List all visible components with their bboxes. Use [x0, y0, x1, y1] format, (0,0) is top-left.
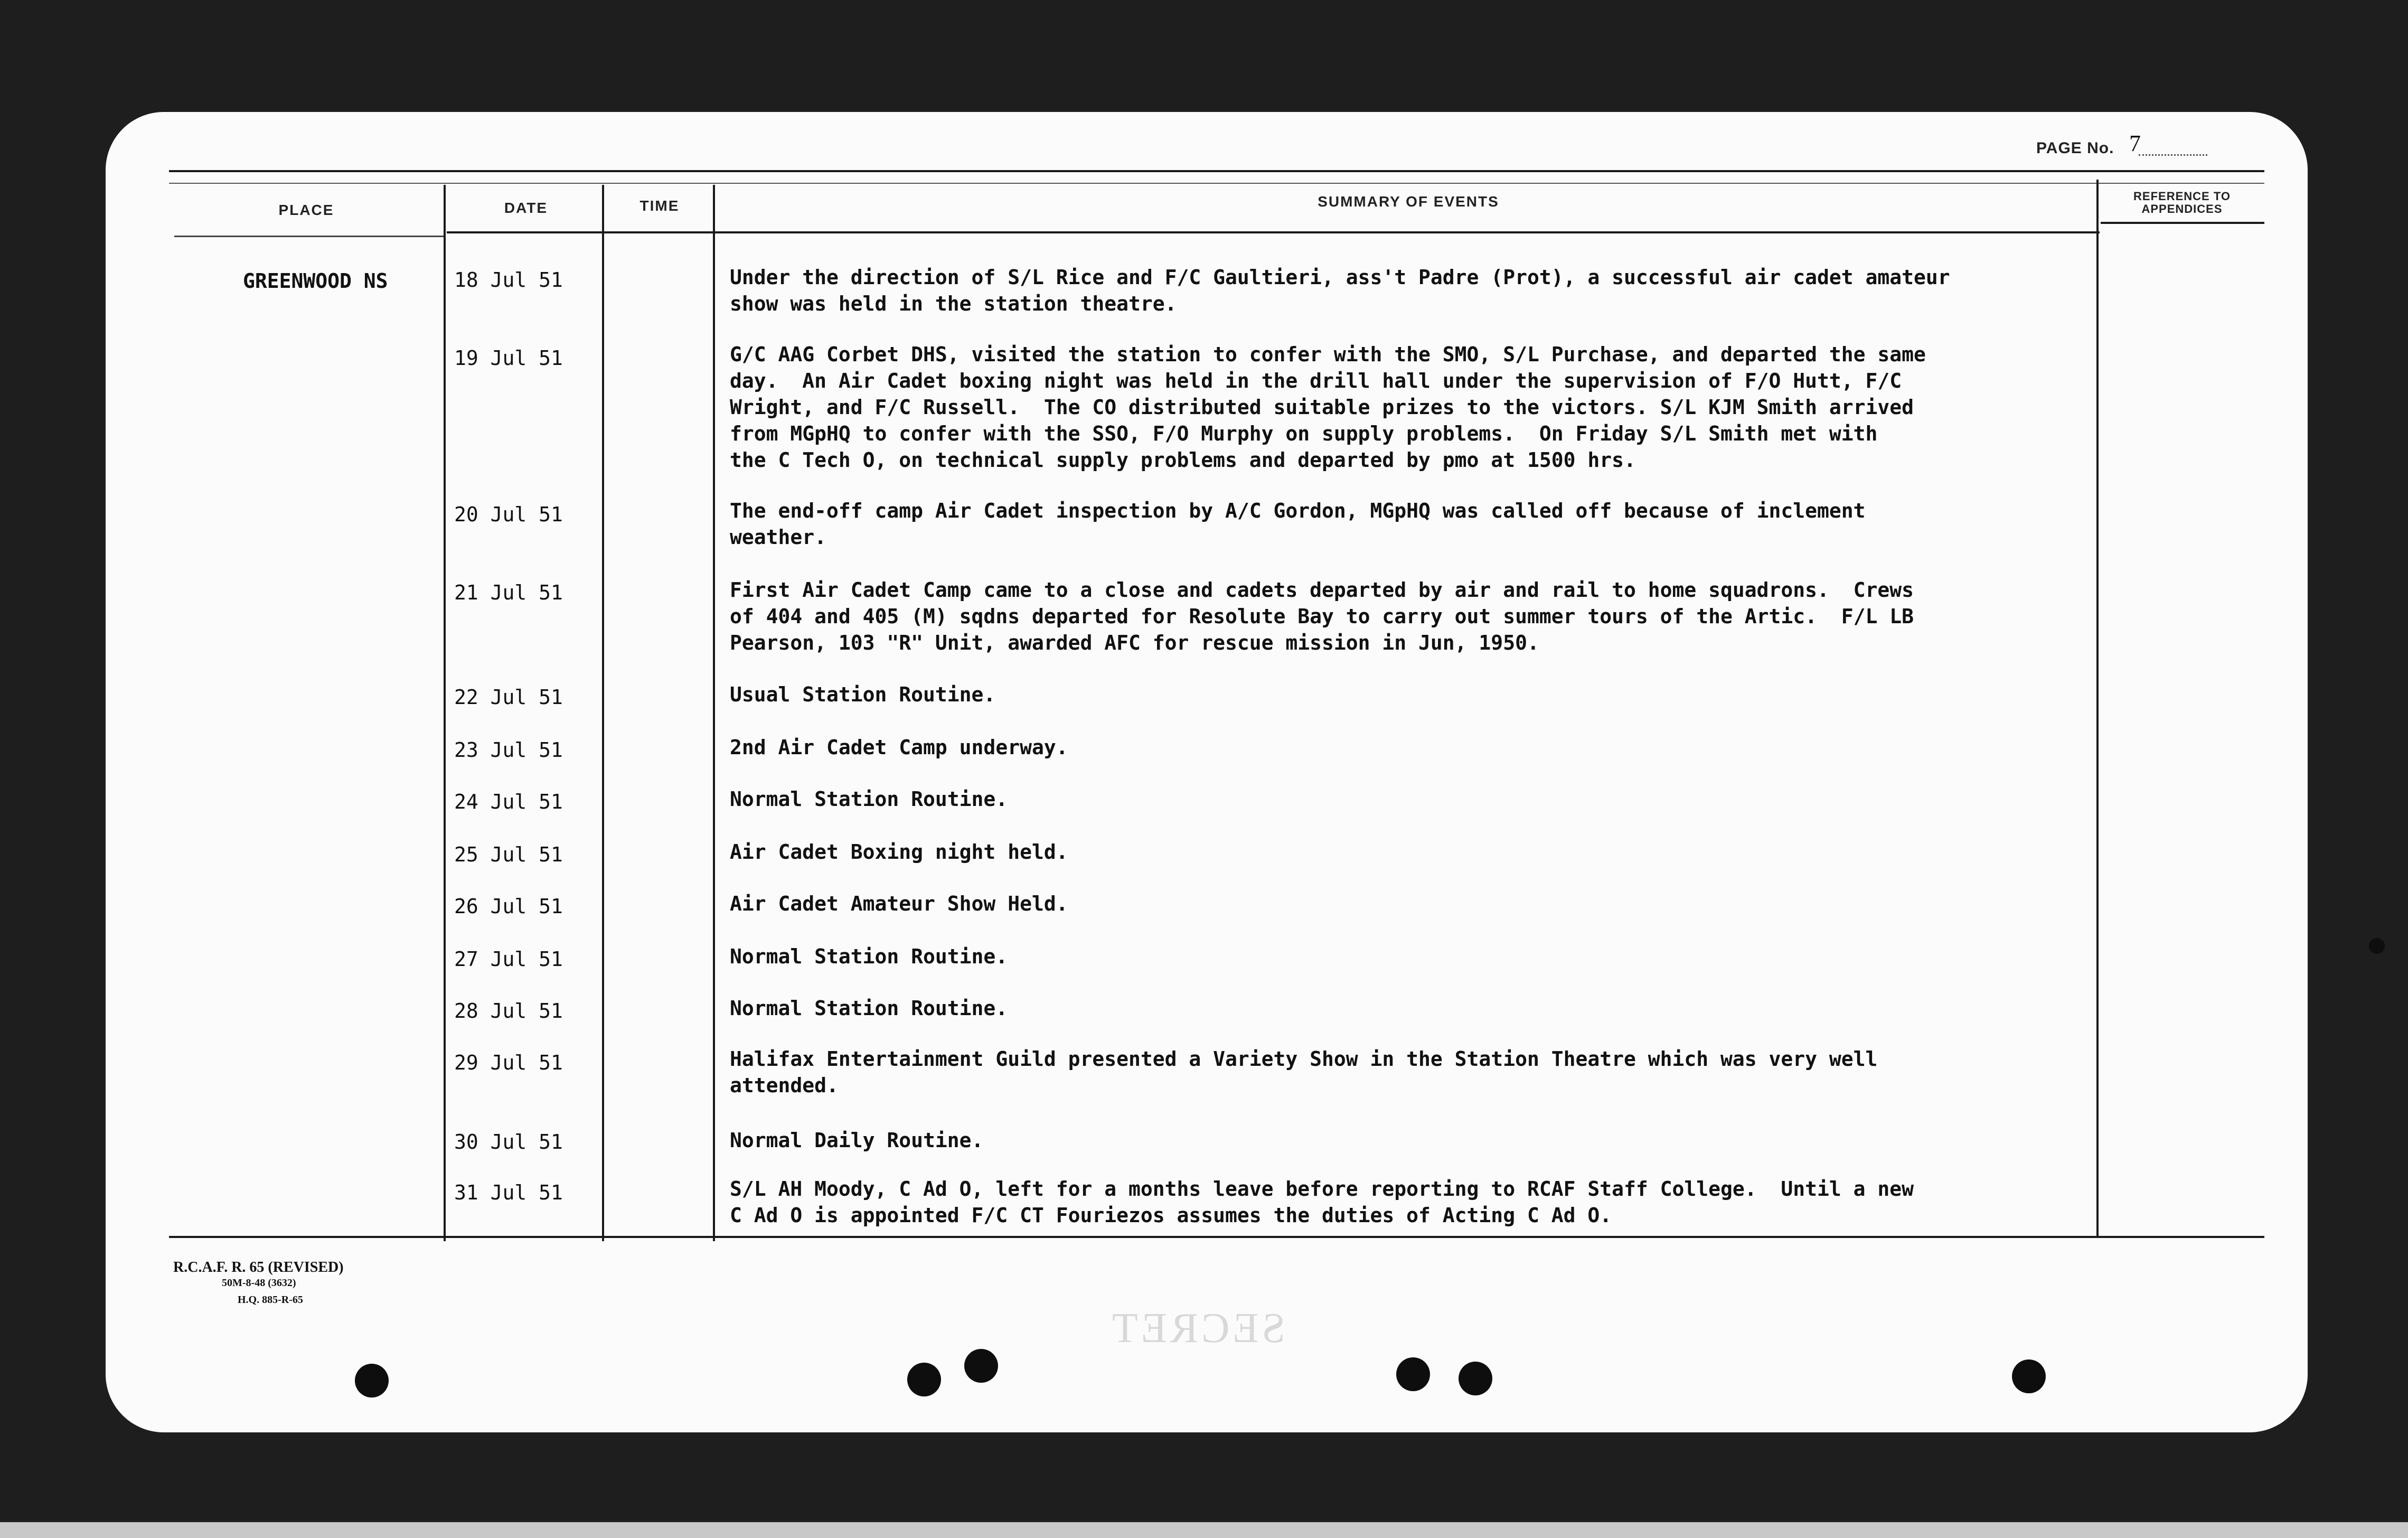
- edge-punch: [2369, 938, 2385, 954]
- page-number-label: PAGE No.: [2036, 139, 2114, 157]
- entry-summary: 2nd Air Cadet Camp underway.: [730, 736, 1068, 759]
- entry-summary: Under the direction of S/L Rice and F/C Gaultieri, ass't Padre (Prot), a successful air cadet amateur show was held in the station theatre.: [730, 266, 1950, 315]
- entry-date: 24 Jul 51: [454, 790, 563, 813]
- entry-summary: Normal Daily Routine.: [730, 1129, 984, 1152]
- entry-summary: S/L AH Moody, C Ad O, left for a months leave before reporting to RCAF Staff College. Until a new C Ad O is appointed F/C CT Fouriezos assumes the duties of Acting C Ad O.: [730, 1177, 1914, 1227]
- place-value: GREENWOOD NS: [243, 269, 388, 293]
- header-reference-line2: APPENDICES: [2141, 202, 2223, 215]
- header-date: DATE: [504, 200, 548, 216]
- mirrored-stamp-text: SECRET: [1109, 1305, 1285, 1352]
- scanner-edge: [0, 1522, 2408, 1538]
- entry-date: 28 Jul 51: [454, 999, 563, 1023]
- entry-summary: Air Cadet Amateur Show Held.: [730, 892, 1068, 915]
- top-rule: [169, 170, 2264, 172]
- page-number-underline: [2139, 154, 2207, 156]
- header-summary: SUMMARY OF EVENTS: [1318, 193, 1499, 210]
- header-time: TIME: [639, 198, 680, 214]
- entry-date: 30 Jul 51: [454, 1130, 563, 1154]
- entry-summary: Normal Station Routine.: [730, 787, 1008, 811]
- entry-summary: Air Cadet Boxing night held.: [730, 840, 1068, 864]
- form-number: R.C.A.F. R. 65 (REVISED): [173, 1259, 344, 1276]
- entry-summary: G/C AAG Corbet DHS, visited the station to confer with the SMO, S/L Purchase, and departed the same day. An Air Cadet boxing night was held in the drill hall under the supervision of F/O Hutt, F/C Wright, and F/C Russell. The CO distributed suitable prizes to the victors. S/L KJM Smith arrived from MGpHQ to confer with the SSO, F/O Murphy on supply problems. On Friday S/L Smith met with the C Tech O, on technical supply problems and departed by pmo at 1500 hrs.: [730, 343, 1926, 472]
- entry-date: 20 Jul 51: [454, 503, 563, 526]
- entry-date: 19 Jul 51: [454, 346, 563, 370]
- divider-summary-reference: [2096, 180, 2099, 1236]
- entry-summary: Normal Station Routine.: [730, 945, 1008, 968]
- binder-hole: [355, 1364, 389, 1398]
- entry-summary: Halifax Entertainment Guild presented a Variety Show in the Station Theatre which was very well attended.: [730, 1047, 1878, 1097]
- entry-summary: First Air Cadet Camp came to a close and cadets departed by air and rail to home squadrons. Crews of 404 and 405 (M) sqdns departed for Resolute Bay to carry out summer tours of the Artic. F/L LB Pearson, 103 "R" Unit, awarded AFC for rescue mission in Jun, 1950.: [730, 578, 1914, 654]
- entry-date: 18 Jul 51: [454, 268, 563, 292]
- form-hq-code: H.Q. 885-R-65: [238, 1294, 303, 1306]
- divider-date-time: [602, 185, 604, 1241]
- page-number: 7: [2129, 130, 2141, 156]
- bottom-rule: [169, 1236, 2264, 1238]
- entry-summary: Usual Station Routine.: [730, 683, 996, 706]
- header-rule-reference: [2101, 222, 2264, 224]
- header-reference-line1: REFERENCE TO: [2133, 190, 2231, 203]
- top-rule-thin: [169, 183, 2264, 184]
- entry-date: 25 Jul 51: [454, 843, 563, 866]
- entry-date: 23 Jul 51: [454, 738, 563, 762]
- divider-place-date: [444, 185, 446, 1241]
- binder-hole: [1459, 1362, 1492, 1395]
- header-rule-place: [174, 236, 446, 237]
- entry-summary: Normal Station Routine.: [730, 997, 1008, 1020]
- form-print-code: 50M-8-48 (3632): [222, 1277, 296, 1289]
- header-rule: [447, 231, 2100, 233]
- entry-date: 21 Jul 51: [454, 581, 563, 604]
- entry-date: 31 Jul 51: [454, 1181, 563, 1204]
- binder-hole: [1396, 1357, 1430, 1391]
- entry-date: 29 Jul 51: [454, 1051, 563, 1074]
- divider-time-summary: [713, 185, 715, 1241]
- binder-hole: [907, 1363, 941, 1396]
- header-place: PLACE: [278, 202, 334, 218]
- entry-summary: The end-off camp Air Cadet inspection by A/C Gordon, MGpHQ was called off because of inclement weather.: [730, 499, 1866, 549]
- entry-date: 27 Jul 51: [454, 948, 563, 971]
- entry-date: 22 Jul 51: [454, 686, 563, 709]
- binder-hole: [2012, 1359, 2046, 1393]
- binder-hole: [964, 1349, 998, 1383]
- entry-date: 26 Jul 51: [454, 895, 563, 918]
